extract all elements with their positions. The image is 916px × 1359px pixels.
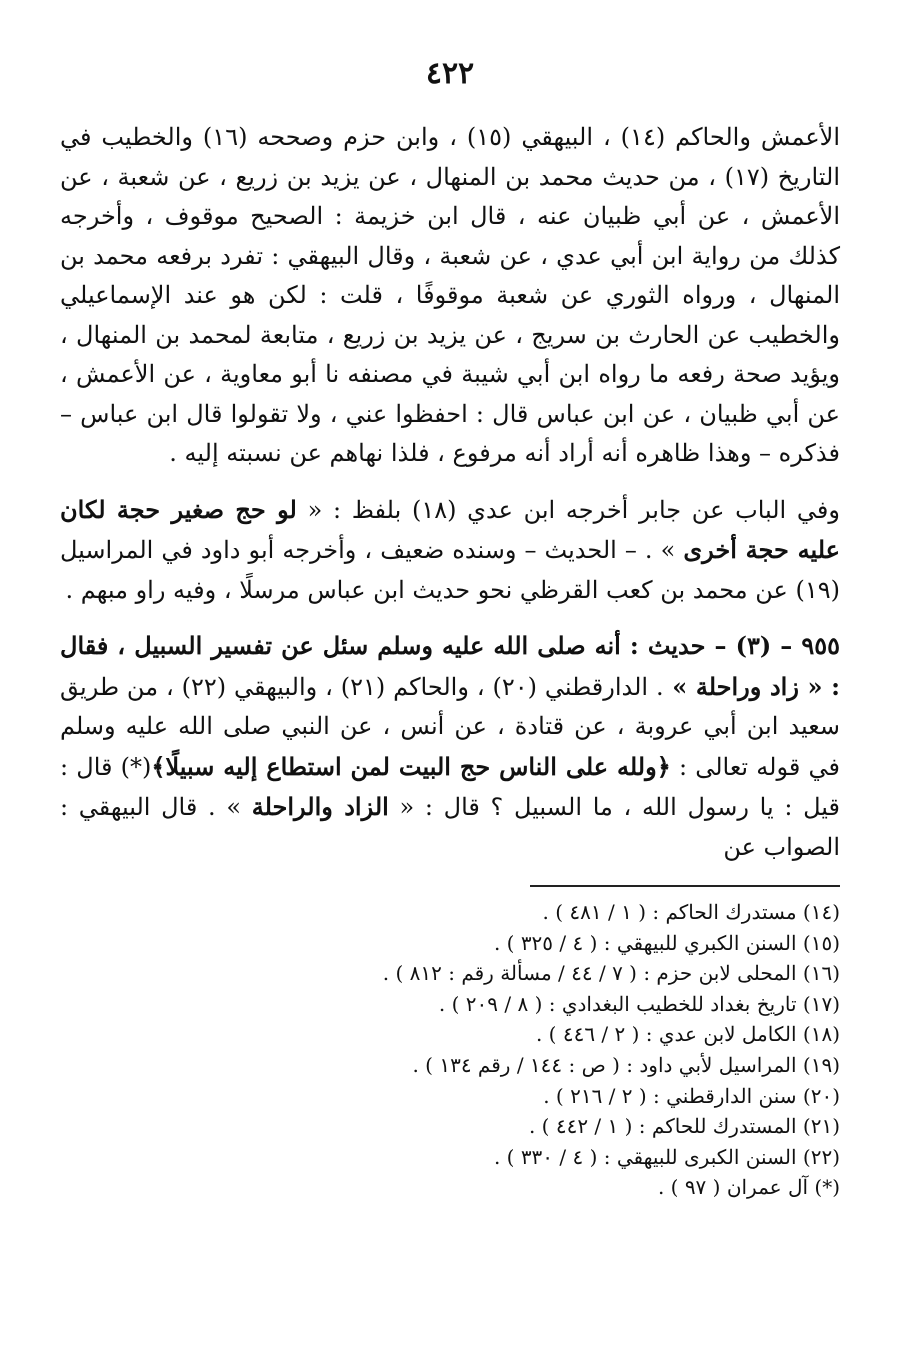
footnote-divider	[530, 885, 840, 887]
bold-text-segment: ﴿ولله على الناس حج البيت لمن استطاع إليه سبيلًا﴾	[151, 751, 671, 781]
text-segment: » . قال البيهقي : الصواب عن	[60, 793, 840, 861]
paragraph	[60, 626, 840, 867]
bold-text-segment: الزاد والراحلة	[251, 792, 389, 821]
footnote-item: (١٩) المراسيل لأبي داود : ( ص : ١٤٤ / رقم ١٣٤ ) .	[412, 1052, 840, 1077]
text-segment: (*) قال : قيل : يا رسول الله ، ما السبيل ؟ قال : «	[60, 752, 841, 821]
footnote-item: (*) آل عمران ( ٩٧ ) .	[657, 1175, 840, 1200]
footnote-item: (١٦) المحلى لابن حزم : ( ٧ / ٤٤ / مسألة رقم : ٨١٢ ) .	[382, 961, 840, 986]
bold-text-segment: ٩٥٥ – (٣) – حديث : أنه صلى الله عليه وسلم سئل عن تفسير السبيل ، فقال : « زاد وراحلة »	[60, 631, 840, 701]
text-segment: الأعمش والحاكم (١٤) ، البيهقي (١٥) ، وابن حزم وصححه (١٦) والخطيب في التاريخ (١٧) ، من حديث محمد بن المنهال ، عن يزيد بن زريع ، عن شعبة ، عن الأعمش ، عن أبي ظبيان عنه ، قال ابن خزيمة : الصحيح موقوف ، وأخرجه كذلك من رواية ابن أبي عدي ، عن شعبة ، وقال البيهقي : تفرد برفعه محمد بن المنهال ، ورواه الثوري عن شعبة موقوفًا ، قلت : لكن هو عند الإسماعيلي والخطيب عن الحارث بن سريج ، عن يزيد بن زريع ، متابعة لمحمد بن المنهال ، ويؤيد صحة رفعه ما رواه ابن أبي شيبة في مصنفه نا أبو معاوية ، عن الأعمش ، عن أبي ظبيان ، عن ابن عباس قال : احفظوا عني ، ولا تقولوا قال ابن عباس – فذكره – وهذا ظاهره أنه أراد أنه مرفوع ، فلذا نهاهم عن نسبته إليه .	[60, 123, 841, 467]
footnote-item: (١٨) الكامل لابن عدي : ( ٢ / ٤٤٦ ) .	[535, 1022, 840, 1047]
footnote-item: (١٧) تاريخ بغداد للخطيب البغدادي : ( ٨ / ٢٠٩ ) .	[438, 991, 840, 1016]
footnote-divider-wrap	[60, 867, 840, 897]
footnote-item: (٢١) المستدرك للحاكم : ( ١ / ٤٤٢ ) .	[528, 1114, 840, 1139]
paragraph	[60, 490, 840, 611]
page-number: ٤٢٢	[425, 56, 475, 91]
text-segment: » . – الحديث – وسنده ضعيف ، وأخرجه أبو داود في المراسيل (١٩) عن محمد بن كعب القرظي نحو حديث ابن عباس مرسلًا ، وفيه راو مبهم .	[60, 536, 840, 604]
bold-text-segment: لو حج صغير حجة لكان عليه حجة أخرى	[60, 494, 840, 564]
footnote-item: (١٤) مستدرك الحاكم : ( ١ / ٤٨١ ) .	[542, 900, 840, 924]
page	[60, 50, 840, 1203]
text-segment: . الدارقطني (٢٠) ، والحاكم (٢١) ، والبيهقي (٢٢) ، من طريق سعيد ابن أبي عروبة ، عن قتادة ، عن أنس ، عن النبي صلى الله عليه وسلم في قوله تعالى :	[60, 672, 841, 781]
footnotes-list	[60, 897, 840, 1203]
footnote-item: (٢٢) السنن الكبرى للبيهقي : ( ٤ / ٣٣٠ ) .	[493, 1144, 840, 1169]
footnote-item: (١٥) السنن الكبري للبيهقي : ( ٤ / ٣٢٥ ) .	[493, 930, 840, 955]
paragraph	[60, 118, 840, 474]
text-segment: وفي الباب عن جابر أخرجه ابن عدي (١٨) بلفظ : «	[296, 495, 840, 524]
footnote-item: (٢٠) سنن الدارقطني : ( ٢ / ٢١٦ ) .	[543, 1083, 840, 1108]
body-text	[60, 118, 840, 867]
